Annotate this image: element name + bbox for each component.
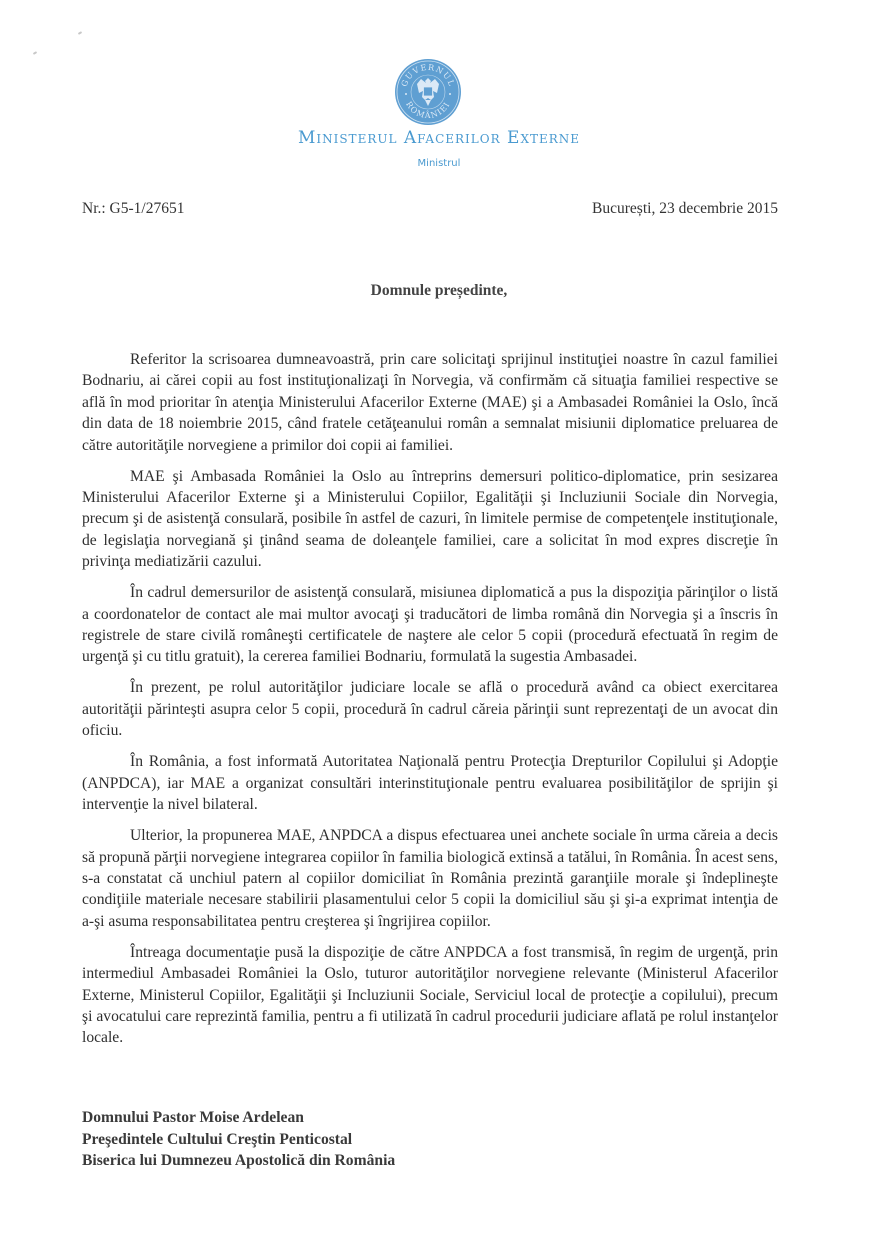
body-paragraph: Referitor la scrisoarea dumneavoastră, prin care solicitaţi sprijinul instituţiei noastre în cazul familiei Bodnariu, ai cărei copii au fost instituţionalizaţi în Norvegia, vă confirmăm că situaţia familiei respective se află în mod prioritar în atenţia Ministerului Afacerilor Externe (MAE) şi a Ambasadei României la Oslo, încă din data de 18 noiembrie 2015, când fratele cetăţeanului român a semnalat misiunii diplomatice preluarea de către autorităţile norvegiene a primilor doi copii ai familiei. — [82, 351, 778, 454]
ministry-name: Ministerul Afacerilor Externe — [297, 128, 581, 148]
body-paragraph: MAE şi Ambasada României la Oslo au întreprins demersuri politico-diplomatice, prin sesizarea Ministerului Afacerilor Externe şi a Ministerului Copiilor, Egalităţii şi Incluziunii Sociale din Norvegia, precum şi de asistenţă consulară, posibile în astfel de cazuri, în limitele permise de competenţele instituţionale, de legislaţia norvegiană şi ţinând seama de doleanţele familiei, care a solicitat în mod expres discreţie în privinţa mediatizării cazului. — [82, 467, 778, 571]
reference-number: Nr.: G5-1/27651 — [82, 200, 185, 217]
place-and-date: București, 23 decembrie 2015 — [592, 200, 778, 217]
recipient-name: Domnului Pastor Moise Ardelean — [82, 1109, 304, 1126]
body-paragraph: În cadrul demersurilor de asistenţă consulară, misiunea diplomatică a pus la dispoziţia părinţilor o listă a coordonatelor de contact ale mai multor avocaţi şi traducători de limba română din Norvegia şi a înscris în registrele de stare civilă româneşti certificatele de naştere ale celor 5 copii (procedură efectuată în regim de urgenţă şi cu titlu gratuit), la cererea familiei Bodnariu, formulată la sugestia Ambasadei. — [82, 584, 778, 666]
recipient-title: Preşedintele Cultului Creştin Penticostal — [82, 1130, 353, 1148]
svg-text:GUVERNUL: GUVERNUL — [399, 62, 457, 89]
svg-text:ROMÂNIEI: ROMÂNIEI — [404, 99, 452, 121]
body-paragraph: În prezent, pe rolul autorităţilor judiciare locale se află o procedură având ca obiect exercitarea autorităţii părinteşti asupra celor 5 copii, procedură în cadrul căreia părinţii sunt reprezentaţi de un avocat din oficiu. — [82, 679, 778, 740]
salutation: Domnule președinte, — [370, 282, 508, 299]
body-paragraph: Ulterior, la propunerea MAE, ANPDCA a dispus efectuarea unei anchete sociale în urma căreia a decis să propună părţii norvegiene integrarea copiilor în familia biologică extinsă a tatălui, în România. În acest sens, s-a constatat că unchiul patern al copiilor domiciliat în România prezintă garanţiile morale şi îndeplineşte condiţiile materiale necesare stabilirii plasamentului celor 5 copii la domiciliul său şi şi-a exprimat intenţia de a-şi asuma responsabilitatea pentru creşterea şi îngrijirea copiilor. — [82, 827, 778, 930]
letter-body — [82, 349, 778, 1058]
body-paragraph: În România, a fost informată Autoritatea Naţională pentru Protecţia Drepturilor Copilului şi Adopţie (ANPDCA), iar MAE a organizat consultări interinstituţionale pentru evaluarea posibilităţilor de sprijin şi intervenţie la nivel bilateral. — [82, 753, 778, 814]
body-paragraph: Întreaga documentaţie pusă la dispoziţie de către ANPDCA a fost transmisă, în regim de urgenţă, prin intermediul Ambasadei României la Oslo, tuturor autorităţilor norvegiene relevante (Ministerul Afacerilor Externe, Ministerul Copiilor, Egalităţii şi Incluziunii Sociale, Serviciul local de protecţie a copilului), precum şi avocatului care reprezintă familia, pentru a fi utilizată în cadrul procedurii judiciare aflată pe rolul instanţelor locale. — [82, 943, 778, 1047]
scan-speck — [78, 31, 82, 35]
recipient-block — [82, 1107, 395, 1172]
government-seal-icon — [394, 58, 462, 126]
ministry-subtitle: Ministrul — [417, 158, 461, 169]
scan-speck — [33, 51, 37, 55]
recipient-organization: Biserica lui Dumnezeu Apostolică din România — [82, 1152, 396, 1169]
